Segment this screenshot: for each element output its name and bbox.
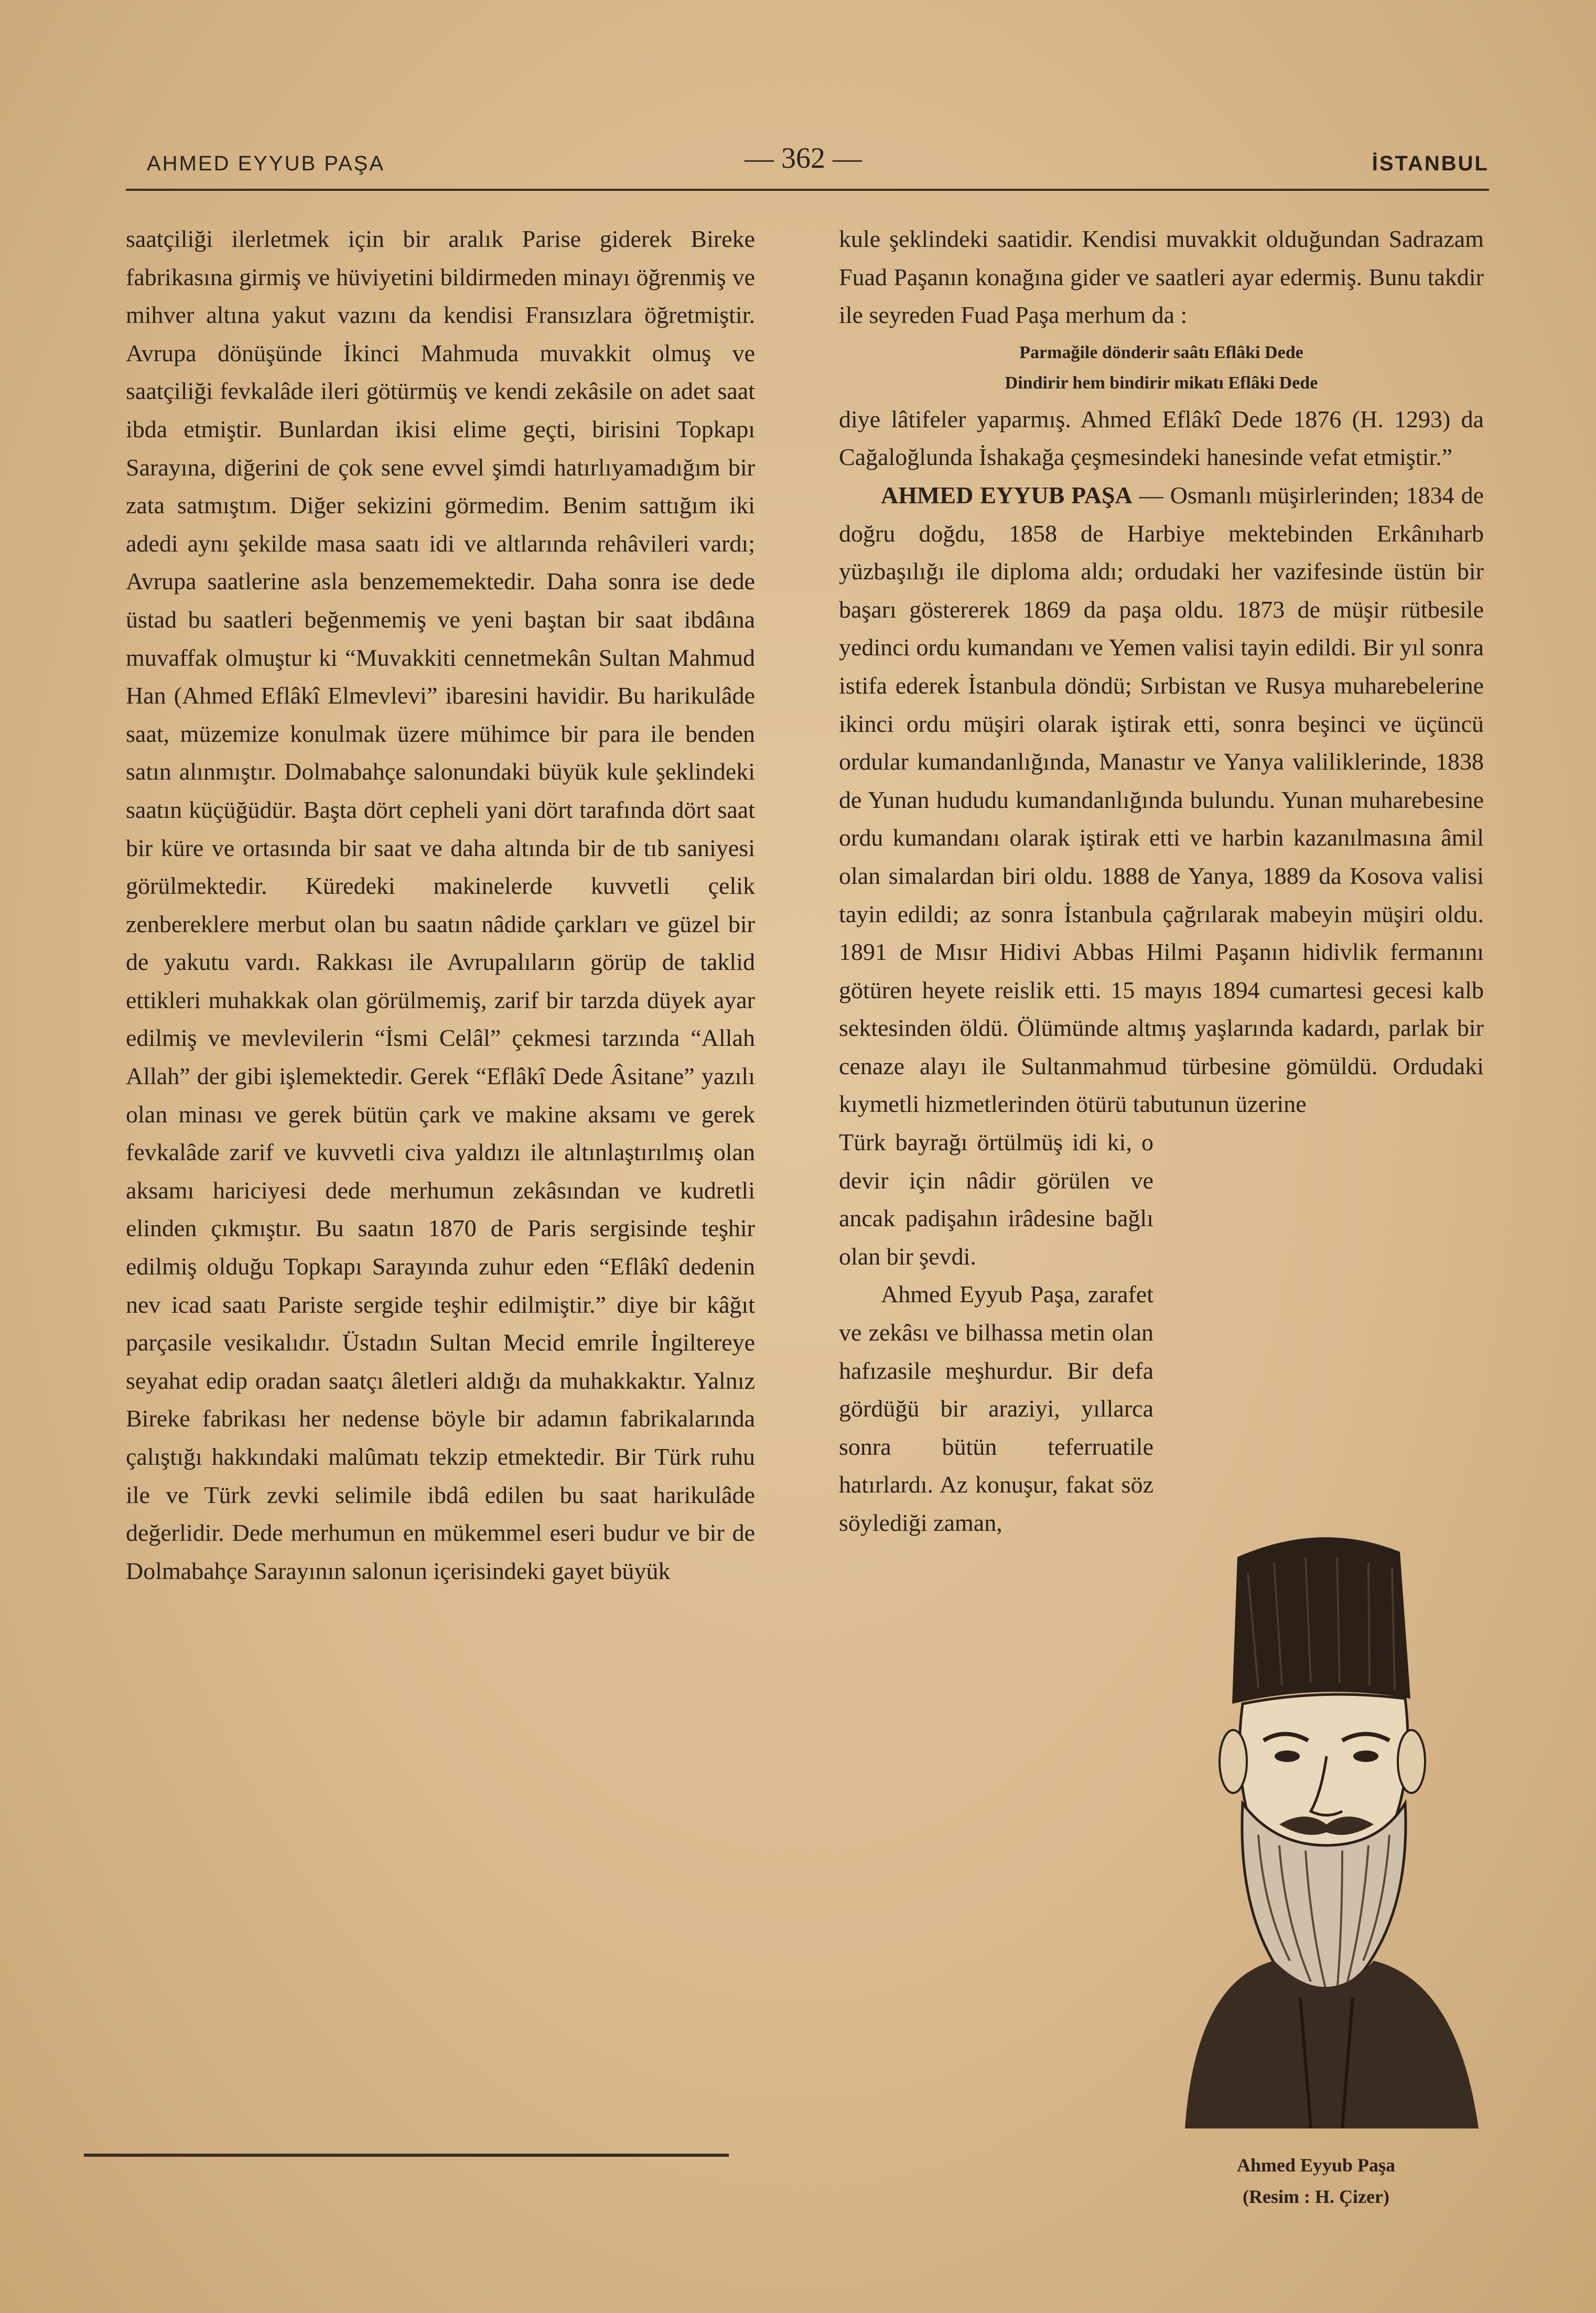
entry-body: — Osmanlı müşirlerinden; 1834 de doğru doğdu, 1858 de Harbiye mektebinden Erkânıharb yüzbaşılığı ile diploma aldı; ordudaki her vazifesinde üstün bir başarı göstererek 1869 da paşa oldu. 1873 de müşir rütbesile yedinci ordu kumandanı ve Yemen valisi tayin edildi. Bir yıl sonra istifa ederek İstanbula döndü; Sırbistan ve Rusya muharebelerine ikinci ordu müşiri olarak iştirak etti, sonra beşinci ve üçüncü ordular kumandanlığında, Manastır ve Yanya valiliklerinde, 1838 de Yunan hududu kumandanlığında bulundu. Yunan muharebesine ordu kumandanı olarak iştirak etti ve harbin kazanılmasına âmil olan simalardan biri oldu. 1888 de Yanya, 1889 da Kosova valisi tayin edildi; az sonra İstanbula çağrılarak mabeyin müşiri oldu. 1891 de Mısır Hidivi Abbas Hilmi Paşanın hidivlik fermanını götüren heyete reislik etti. 15 mayıs 1894 cumartesi gecesi kalb sektesinden öldü. Ölümünde altmış yaşlarında kadardı, parlak bir cenaze alayı ile Sultanmahmud türbesine gömüldü. Ordudaki kıymetli hizmetlerinden ötürü tabutunun üzerine xyxy=(839,481,1484,1118)
left-column xyxy=(126,220,755,1590)
caption-credit: (Resim : H. Çizer) xyxy=(1243,2186,1389,2207)
portrait-drawing xyxy=(1153,1510,1494,2128)
right-column-continuation: diye lâtifeler yaparmış. Ahmed Eflâkî Dede 1876 (H. 1293) da Cağaloğlunda İshakağa çeşmesindeki hanesinde vefat etmiştir.” xyxy=(839,405,1484,471)
couplet-line-2: Dindirir hem bindirir mikatı Eflâki Dede xyxy=(1005,373,1318,393)
header-rule xyxy=(126,189,1489,191)
biography-entry xyxy=(839,477,1484,1123)
publication-title: İSTANBUL xyxy=(1372,152,1489,175)
portrait-illustration xyxy=(1153,1510,1494,2128)
right-column xyxy=(839,220,1484,1542)
entry-heading: AHMED EYYUB PAŞA xyxy=(881,481,1133,509)
biography-wrap-text-2: Ahmed Eyyub Paşa, zarafet ve zekâsı ve bilhassa metin olan hafızasile meşhurdur. Bir defa gördüğü bir araziyi, yıllarca sonra bütün teferruatile hatırlardı. Az konuşur, fakat söz söylediği zaman, xyxy=(839,1281,1153,1536)
couplet-line-1: Parmağile dönderir saâtı Eflâki Dede xyxy=(1019,342,1303,362)
page-header xyxy=(147,142,1489,183)
right-column-intro: kule şeklindeki saatidir. Kendisi muvakkit olduğundan Sadrazam Fuad Paşanın konağına gider ve saatleri ayar edermiş. Bunu takdir ile seyreden Fuad Paşa merhum da : xyxy=(839,225,1484,329)
left-column-text: saatçiliği ilerletmek için bir aralık Parise giderek Bireke fabrikasına girmiş ve hüviyetini bildirmeden minayı öğrenmiş ve mihver altına yakut vazını da kendisi Fransızlara öğretmiştir. Avrupa dönüşünde İkinci Mahmuda muvakkit olmuş ve saatçiliği fevkalâde ileri götürmüş ve kendi zekâsile on adet saat ibda etmiştir. Bunlardan ikisi elime geçti, birisini Topkapı Sarayına, diğerini de çok sene evvel şimdi hatırlıyamadığım bir zata satmıştım. Diğer sekizini görmedim. Benim sattığım iki adedi aynı şekilde masa saatı idi ve altlarında rehâvileri vardı; Avrupa saatlerine asla benzememektedir. Daha sonra ise dede üstad bu saatleri beğenmemiş ve yeni baştan bir saat ibdâına muvaffak olmuştur ki “Muvakkiti cennetmekân Sultan Mahmud Han (Ahmed Eflâkî Elmevlevi” ibaresini havidir. Bu harikulâde saat, müzemize konulmak üzere mühimce bir para ile benden satın alınmıştır. Dolmabahçe salonundaki büyük kule şeklindeki saatın küçüğüdür. Başta dört cepheli yani dört tarafında dört saat bir küre ve ortasında bir saat ve daha altında bir de tıb saniyesi görülmektedir. Küredeki makinelerde kuvvetli çelik zenbereklere merbut olan bu saatın nâdide çarkları ve güzel bir de yakutu vardı. Rakkası ile Avrupalıların görüp de taklid ettikleri muhakkak olan görülmemiş, zarif bir tarzda düyek ayar edilmiş ve mevlevilerin “İsmi Celâl” çekmesi tarzında “Allah Allah” der gibi işlemektedir. Gerek “Eflâkî Dede Âsitane” yazılı olan minası ve gerek bütün çark ve makine aksamı ve gerek fevkalâde zarif ve kuvvetli civa yaldızı ile altınlaştırılmış olan aksamı hariciyesi dede merhumun zekâsından ve kudretli elinden çıkmıştır. Bu saatın 1870 de Paris sergisinde teşhir edilmiş olduğu Topkapı Sarayında zuhur eden “Eflâkî dedenin nev icad saatı Pariste sergide teşhir edilmiştir.” diye bir kâğıt parçasile vesikalıdır. Üstadın Sultan Mecid emrile İngiltereye seyahat edip oradan saatçı âletleri aldığı da muhakkaktır. Yalnız Bireke fabrikası her nedense böyle bir adamın fabrikalarında çalıştığı hakkındaki malûmatı tekzip etmektedir. Bir Türk ruhu ile ve Türk zevki selimile ibdâ edilen bu saat harikulâde değerlidir. Dede merhumun en mükemmel eseri budur ve bir de Dolmabahçe Sarayının salonun içerisindeki gayet büyük xyxy=(126,225,755,1584)
couplet xyxy=(839,338,1484,398)
caption-name: Ahmed Eyyub Paşa xyxy=(1236,2155,1396,2176)
running-title: AHMED EYYUB PAŞA xyxy=(147,152,385,175)
portrait-caption xyxy=(1133,2149,1500,2212)
column-end-rule xyxy=(84,2154,729,2157)
page-number: — 362 — xyxy=(745,142,862,175)
biography-wrap-text: Türk bayrağı örtülmüş idi ki, o devir için nâdir görülen ve ancak padişahın irâdesine bağlı olan bir şevdi. xyxy=(839,1129,1153,1270)
